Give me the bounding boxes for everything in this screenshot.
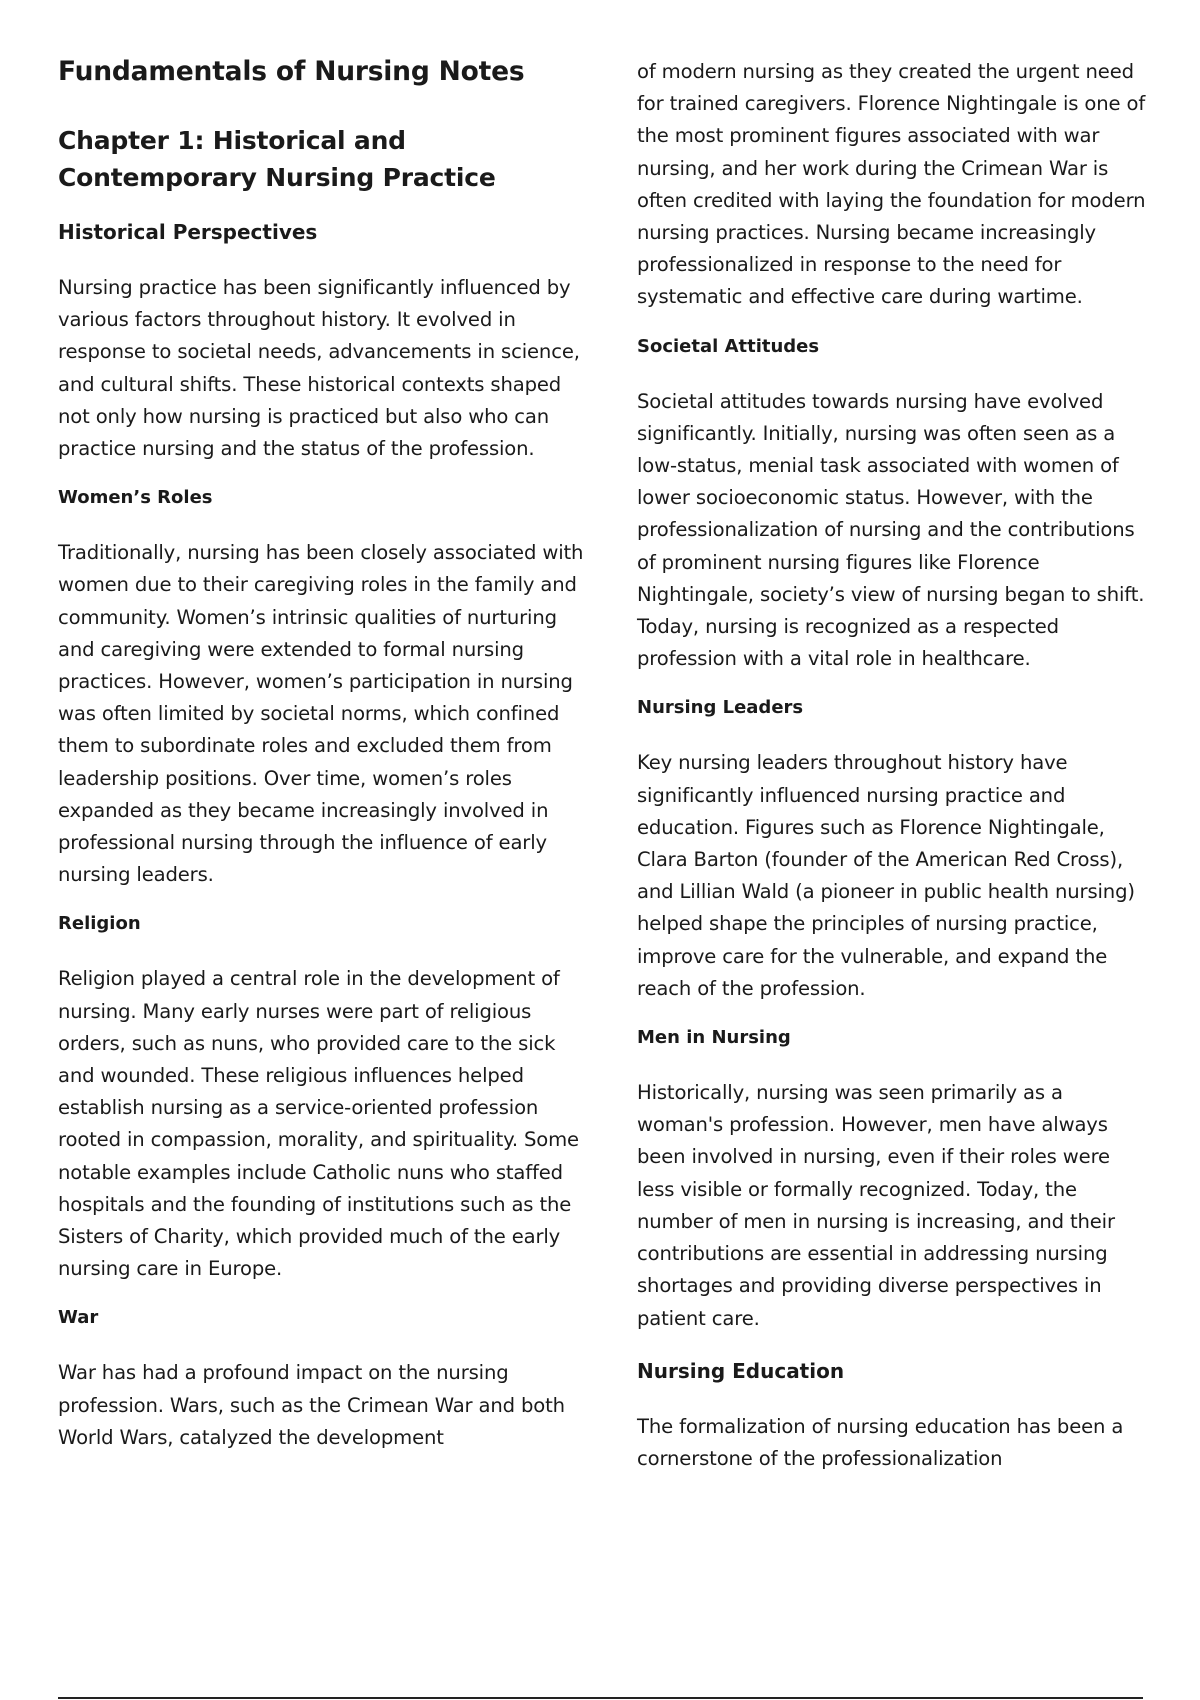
section-text-religion: Religion played a central role in the development of nursing. Many early nurses were part of religious orders, such as nuns, who provided care to the sick and wounded. These religious influences helped establish nursing as a service-oriented profession rooted in compassion, morality, and spirituality. Some notable examples include Catholic nuns who staffed hospitals and the founding of institutions such as the Sisters of Charity, which provided much of the early nursing care in Europe. — [58, 967, 579, 1281]
section-text-war-part1: War has had a profound impact on the nursing profession. Wars, such as the Crimean War and both World Wars, catalyzed the development — [58, 1361, 565, 1449]
section-heading-nursing-leaders: Nursing Leaders — [637, 697, 804, 719]
section-heading-nursing-education: Nursing Education — [637, 1358, 845, 1383]
section-heading-womens-roles: Women’s Roles — [58, 487, 213, 509]
section-text-womens-roles: Traditionally, nursing has been closely associated with women due to their caregiving roles in the family and community. Women’s intrinsic qualities of nurturing and caregiving were extended to formal nursing practices. However, women’s participation in nursing was often limited by societal norms, which confined them to subordinate roles and excluded them from leadership positions. Over time, women’s roles expanded as they became increasingly involved in professional nursing through the influence of early nursing leaders. — [58, 541, 584, 887]
right-column — [637, 0, 1147, 1475]
section-text-nursing-leaders: Key nursing leaders throughout history have significantly influenced nursing practice and education. Figures such as Florence Nightingale, Clara Barton (founder of the American Red Cross), and Lillian Wald (a pioneer in public health nursing) helped shape the principles of nursing practice, improve care for the vulnerable, and expand the reach of the profession. — [637, 751, 1135, 1000]
section-text-historical-perspectives: Nursing practice has been significantly influenced by various factors throughout history. It evolved in response to societal needs, advancements in science, and cultural shifts. These historical contexts shaped not only how nursing is practiced but also who can practice nursing and the status of the profession. — [58, 276, 580, 461]
chapter-title: Chapter 1: Historical and Contemporary Nursing Practice — [58, 126, 496, 192]
document-title: Fundamentals of Nursing Notes — [58, 56, 525, 87]
section-text-men-in-nursing: Historically, nursing was seen primarily as a woman's profession. However, men have always been involved in nursing, even if their roles were less visible or formally recognized. Today, the number of men in nursing is increasing, and their contributions are essential in addressing nursing shortages and providing diverse perspectives in patient care. — [637, 1081, 1115, 1330]
footer-divider — [58, 1697, 1143, 1699]
section-text-societal-attitudes: Societal attitudes towards nursing have evolved significantly. Initially, nursing was often seen as a low-status, menial task associated with women of lower socioeconomic status. However, with the professionalization of nursing and the contributions of prominent nursing figures like Florence Nightingale, society’s view of nursing began to shift. Today, nursing is recognized as a respected profession with a vital role in healthcare. — [637, 389, 1145, 671]
section-heading-societal-attitudes: Societal Attitudes — [637, 335, 820, 357]
section-text-war-part2: of modern nursing as they created the urgent need for trained caregivers. Florence Nightingale is one of the most prominent figures associated with war nursing, and her work during the Crimean War is often credited with laying the foundation for modern nursing practices. Nursing became increasingly professionalized in response to the need for systematic and effective care during wartime. — [637, 60, 1146, 309]
section-heading-religion: Religion — [58, 913, 141, 935]
section-text-nursing-education: The formalization of nursing education has been a cornerstone of the professionalization — [637, 1414, 1124, 1470]
section-heading-historical-perspectives: Historical Perspectives — [58, 220, 318, 244]
section-heading-war: War — [58, 1307, 99, 1329]
section-heading-men-in-nursing: Men in Nursing — [637, 1027, 791, 1049]
left-column — [58, 0, 588, 1454]
